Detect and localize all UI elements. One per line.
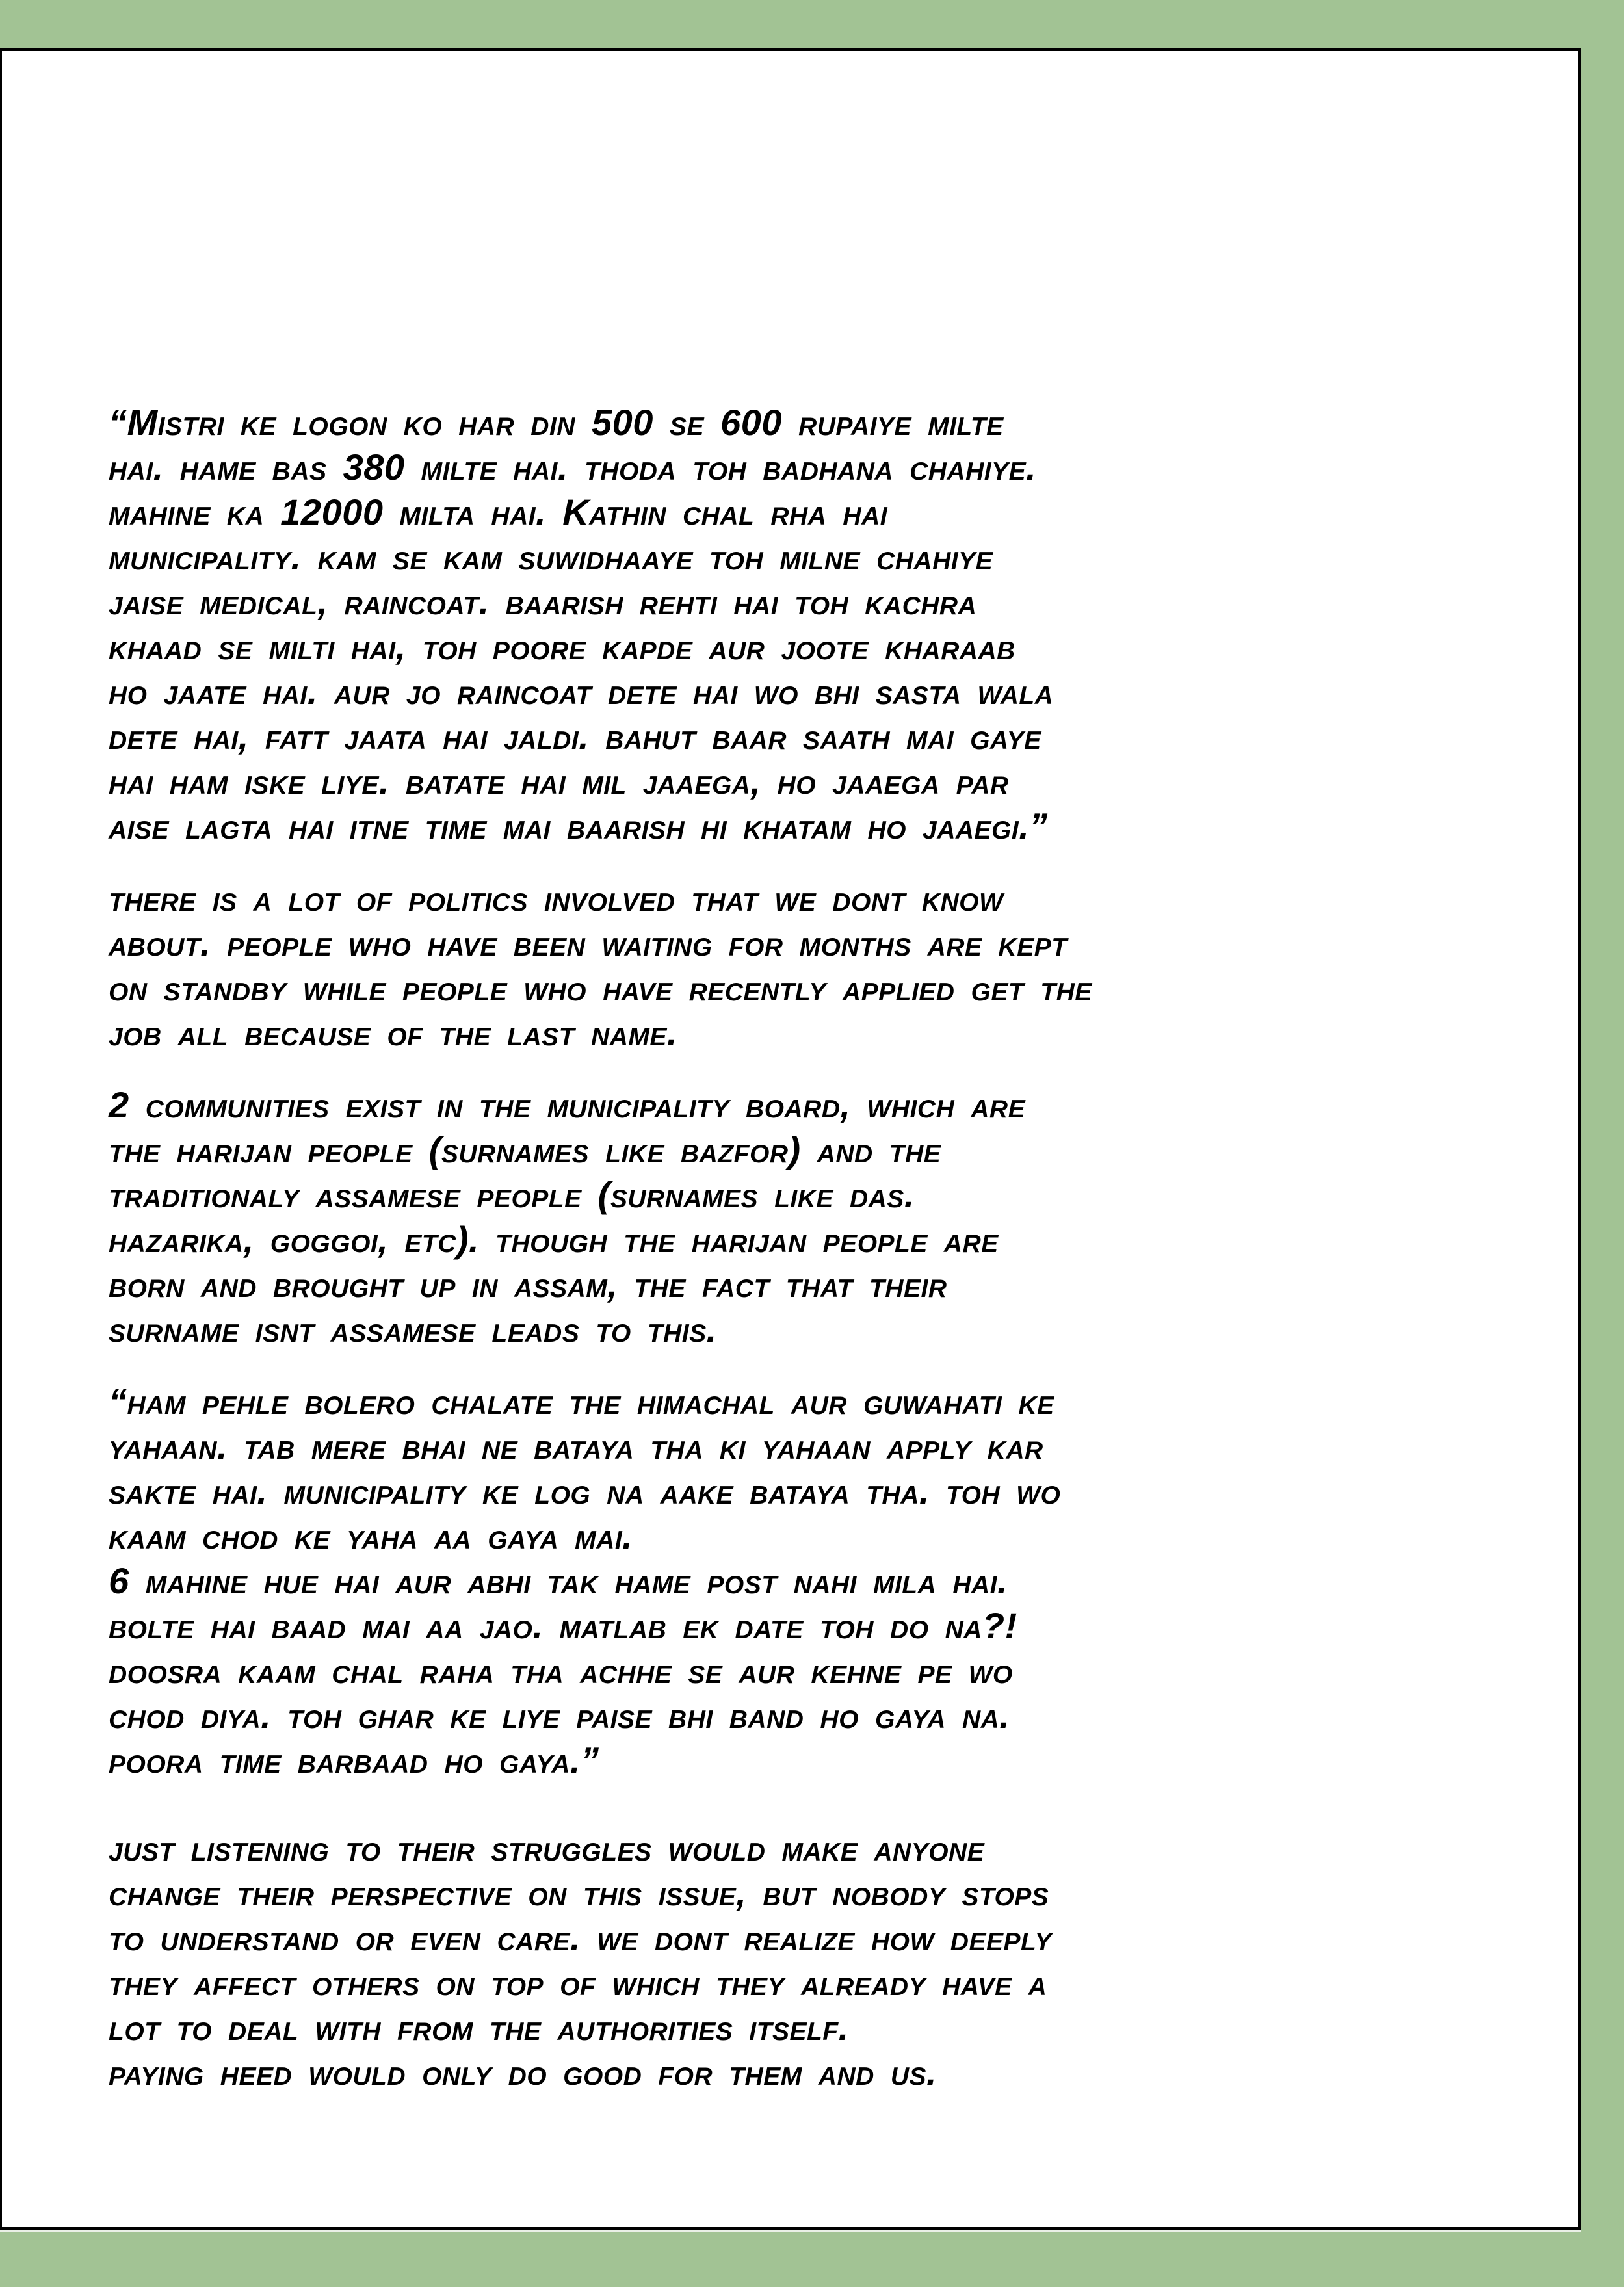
text-line: the harijan people (surnames like bazfor) and the xyxy=(109,1129,941,1170)
text-line: hazarika, goggoi, etc). though the harijan people are xyxy=(109,1219,999,1260)
text-line: dete hai, fatt jaata hai jaldi. bahut baar saath mai gaye xyxy=(109,716,1041,757)
text-line: lot to deal with from the authorities itself. xyxy=(109,2007,849,2048)
text-line: 6 mahine hue hai aur abhi tak hame post nahi mila hai. xyxy=(109,1560,1008,1601)
text-line: hai. hame bas 380 milte hai. thoda toh badhana chahiye. xyxy=(109,447,1037,488)
text-line: khaad se milti hai, toh poore kapde aur joote kharaab xyxy=(109,626,1015,667)
worker-quote-paragraph-2 xyxy=(109,1379,1519,1783)
text-line: sakte hai. municipality ke log na aake bataya tha. toh wo xyxy=(109,1470,1061,1511)
text-line: just listening to their struggles would make anyone xyxy=(109,1827,985,1868)
text-line: “Mistri ke logon ko har din 500 se 600 rupaiye milte xyxy=(109,402,1004,443)
text-line: doosra kaam chal raha tha achhe se aur kehne pe wo xyxy=(109,1650,1013,1691)
text-line: mahine ka 12000 milta hai. Kathin chal rha hai xyxy=(109,491,888,532)
narration-paragraph-2 xyxy=(109,1082,1519,1352)
text-line: traditionaly assamese people (surnames like das. xyxy=(109,1174,915,1215)
text-line: chod diya. toh ghar ke liye paise bhi band ho gaya na. xyxy=(109,1695,1010,1736)
narration-paragraph-3 xyxy=(109,1825,1519,2095)
text-line: ho jaate hai. aur jo raincoat dete hai wo bhi sasta wala xyxy=(109,671,1054,712)
text-line: aise lagta hai itne time mai baarish hi khatam ho jaaegi.” xyxy=(109,805,1048,846)
story-text xyxy=(109,400,1519,2122)
text-line: to understand or even care. we dont realize how deeply xyxy=(109,1917,1052,1958)
text-line: surname isnt assamese leads to this. xyxy=(109,1309,717,1350)
worker-quote-paragraph-1 xyxy=(109,400,1519,848)
text-line: yahaan. tab mere bhai ne bataya tha ki yahaan apply kar xyxy=(109,1426,1043,1467)
text-line: change their perspective on this issue, but nobody stops xyxy=(109,1872,1049,1913)
text-line: “ham pehle bolero chalate the himachal aur guwahati ke xyxy=(109,1381,1054,1422)
text-line: born and brought up in assam, the fact that their xyxy=(109,1264,947,1305)
text-line: there is a lot of politics involved that we dont know xyxy=(109,878,1004,919)
text-line: about. people who have been waiting for months are kept xyxy=(109,922,1067,963)
text-line: jaise medical, raincoat. baarish rehti hai toh kachra xyxy=(109,581,977,622)
text-line: kaam chod ke yaha aa gaya mai. xyxy=(109,1515,633,1556)
narration-paragraph-1 xyxy=(109,876,1519,1055)
comic-page xyxy=(0,48,1581,2230)
text-line: poora time barbaad ho gaya.” xyxy=(109,1740,599,1781)
text-line: on standby while people who have recently applied get the xyxy=(109,967,1092,1008)
text-line: 2 communities exist in the municipality board, which are xyxy=(109,1084,1026,1125)
text-line: municipality. kam se kam suwidhaaye toh milne chahiye xyxy=(109,536,993,577)
text-line: hai ham iske liye. batate hai mil jaaega, ho jaaega par xyxy=(109,761,1009,802)
text-line: job all because of the last name. xyxy=(109,1012,677,1053)
text-line: bolte hai baad mai aa jao. matlab ek date toh do na?! xyxy=(109,1605,1017,1646)
text-line: paying heed would only do good for them and us. xyxy=(109,2052,937,2093)
text-line: they affect others on top of which they already have a xyxy=(109,1962,1047,2003)
